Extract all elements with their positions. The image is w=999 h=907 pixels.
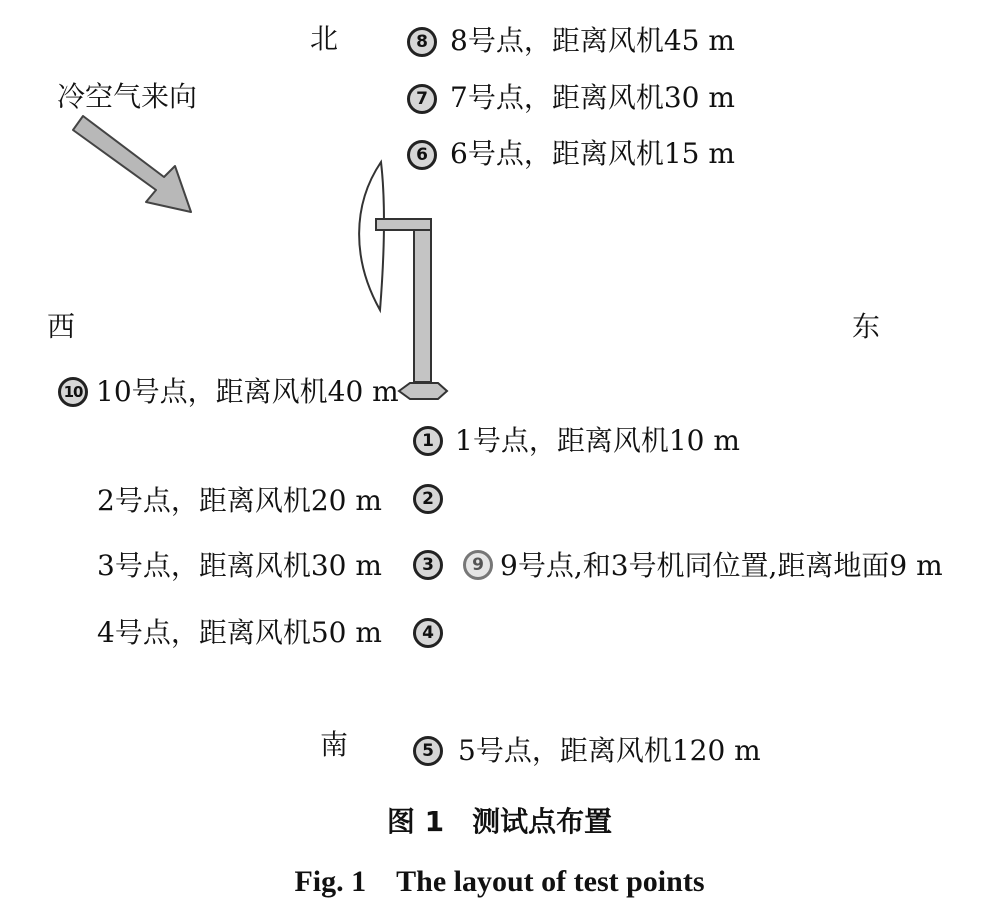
point-4-label: 4号点，距离风机50 m — [97, 616, 382, 649]
point-6-label: 6号点，距离风机15 m — [450, 137, 735, 170]
point-9-label: 9号点,和3号机同位置,距离地面9 m — [500, 549, 943, 582]
direction-west: 西 — [47, 310, 76, 343]
direction-east: 东 — [852, 310, 881, 343]
point-2-marker: 2 — [413, 484, 443, 514]
point-7-label: 7号点，距离风机30 m — [450, 81, 735, 114]
point-6-marker: 6 — [407, 140, 437, 170]
point-10-marker: 10 — [58, 377, 88, 407]
point-2-label: 2号点，距离风机20 m — [97, 484, 382, 517]
point-8-marker: 8 — [407, 27, 437, 57]
wind-direction-arrow-icon — [73, 116, 191, 212]
wind-direction-label: 冷空气来向 — [57, 80, 198, 113]
wind-turbine-icon — [359, 162, 447, 399]
point-10-label: 10号点，距离风机40 m — [96, 375, 399, 408]
direction-north: 北 — [310, 22, 339, 55]
point-1-marker: 1 — [413, 426, 443, 456]
figure-caption-chinese: 图 1 测试点布置 — [386, 805, 613, 838]
point-4-marker: 4 — [413, 618, 443, 648]
point-3-marker: 3 — [413, 550, 443, 580]
point-3-label: 3号点，距离风机30 m — [97, 549, 382, 582]
point-5-marker: 5 — [413, 736, 443, 766]
point-1-label: 1号点，距离风机10 m — [455, 424, 740, 457]
point-8-label: 8号点，距离风机45 m — [450, 24, 735, 57]
point-7-marker: 7 — [407, 84, 437, 114]
point-9-marker: 9 — [463, 550, 493, 580]
direction-south: 南 — [320, 728, 349, 761]
point-5-label: 5号点，距离风机120 m — [458, 734, 761, 767]
figure-caption-english: Fig. 1 The layout of test points — [294, 865, 705, 898]
